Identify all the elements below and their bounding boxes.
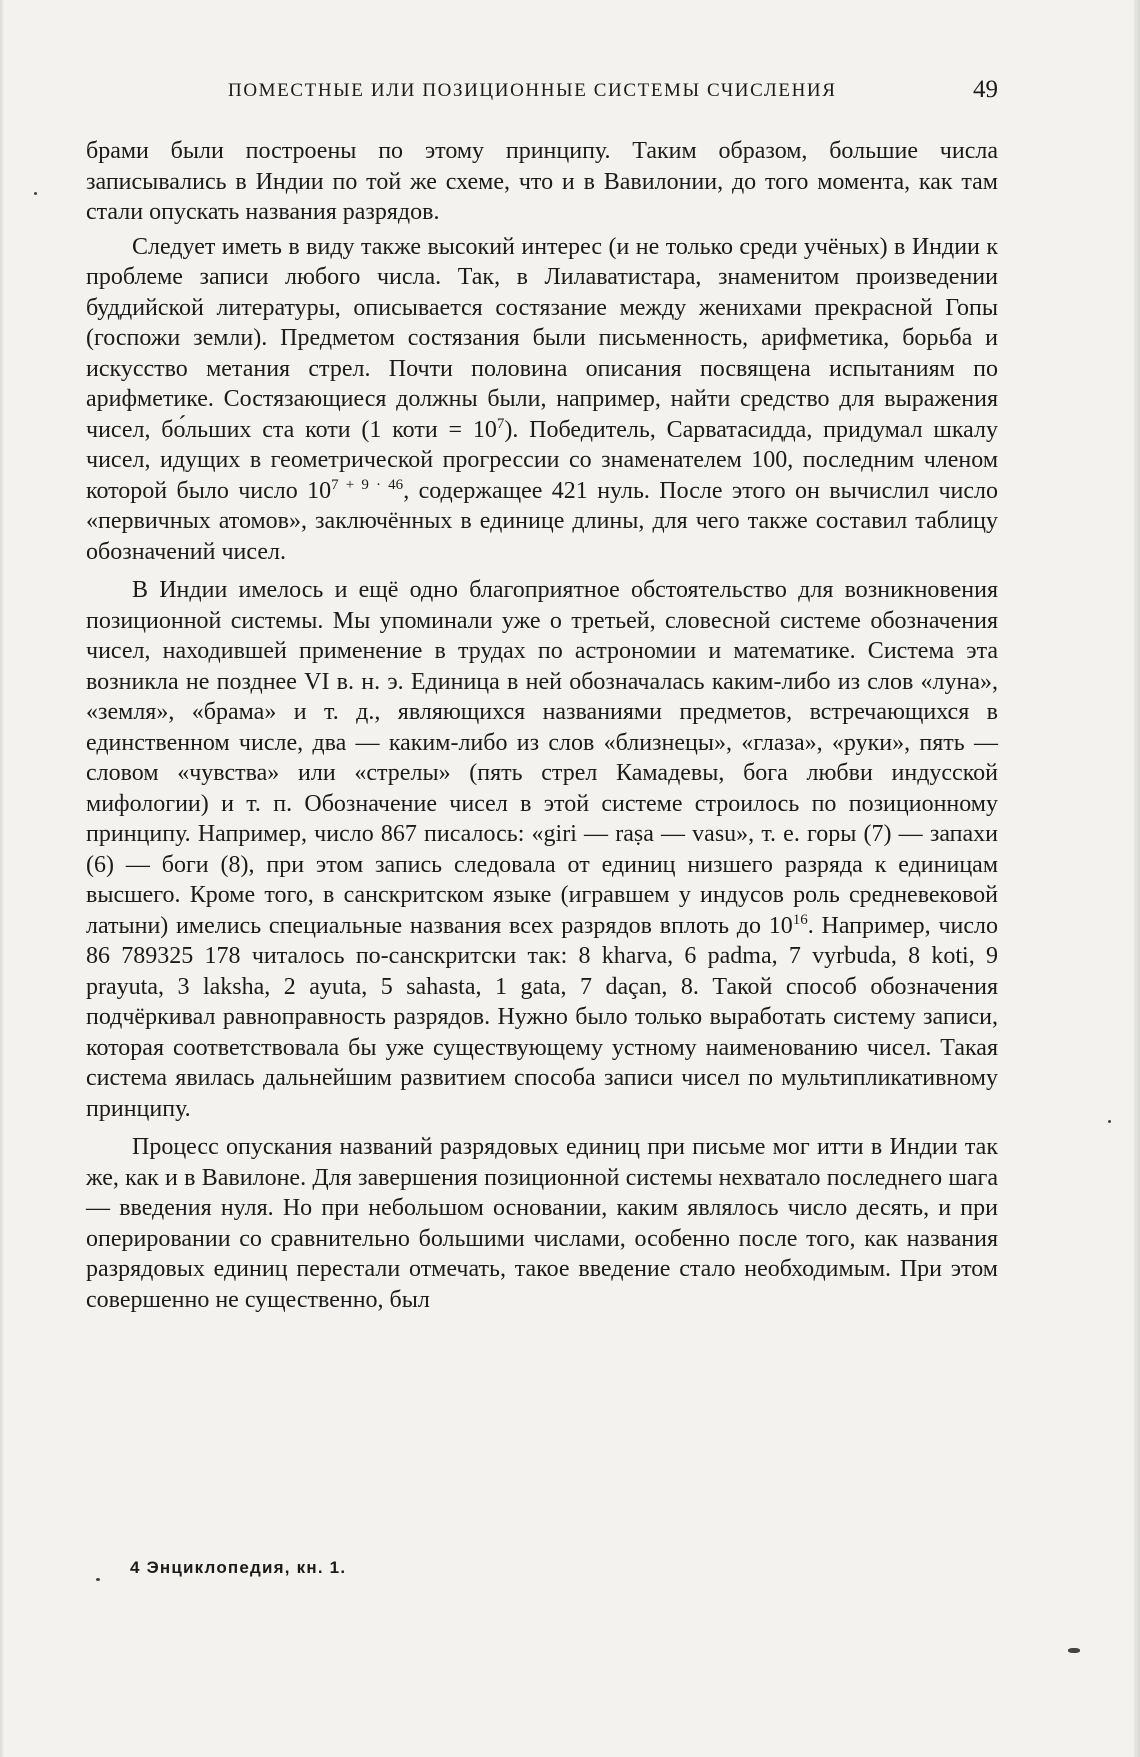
paragraph-text: ). Победитель, Сарватасидда, придумал шкалу чисел, идущих в геометрической прогрессии со знаменателем 100, последним членом которой было число 10 xyxy=(86,416,999,504)
paragraph-text: . Например, число 86 789325 178 читалось по-санскритски так: 8 kharva, 6 padma, 7 vyrbuda, 8 koti, 9 prayuta, 3 laksha, 2 ayuta, 5 sahasta, 1 gata, 7 daçan, 8. Такой способ обозначения подчёркивал равноправность разрядов. Нужно было только выработать систему записи, которая соответствовала бы уже существующему устному наименованию чисел. Такая система явилась дальнейшим развитием способа записи чисел по мультипликативному принципу. xyxy=(86,912,998,1122)
body-text xyxy=(86,136,998,1315)
scan-speck xyxy=(1108,1120,1111,1123)
page-number: 49 xyxy=(973,76,998,103)
page-edge-left xyxy=(0,0,4,1757)
superscript: 7 xyxy=(496,415,505,432)
page-edge-right xyxy=(1134,0,1140,1757)
paragraph-continuation: брами были построены по этому принципу. Таким образом, большие числа записывались в Индии по той же схеме, что и в Вавилонии, до того момента, как там стали опускать названия разрядов. xyxy=(86,138,998,225)
paragraph-text: Следует иметь в виду также высокий интерес (и не только среди учёных) в Индии к проблеме записи любого числа. Так, в Лилаватистара, знаменитом произведении буддийской литературы, описывается состязание между женихами прекрасной Гопы (госпожи земли). Предметом состязания были письменность, арифметика, борьба и искусство метания стрел. Почти половина описания посвящена испытаниям по арифметике. Состязающиеся должны были, например, найти средство для выражения чисел, бо́льших ста коти (1 коти = 10 xyxy=(86,233,998,443)
superscript: 16 xyxy=(792,911,808,928)
paragraph-text: В Индии имелось и ещё одно благоприятное обстоятельство для возникновения позиционной системы. Мы упоминали уже о третьей, словесной системе обозначения чисел, находившей применение в трудах по астрономии и математике. Система эта возникла не позднее VI в. н. э. Единица в ней обозначалась каким-либо из слов «луна», «земля», «брама» и т. д., являющихся названиями предметов, встречающихся в единственном числе, два — каким-либо из слов «близнецы», «глаза», «руки», пять — словом «чувства» или «стрелы» (пять стрел Камадевы, бога любви индусской мифологии) и т. п. Обозначение чисел в этой системе строилось по позиционному принципу. Например, число 867 писалось: «giri — raṣa — vasu», т. е. горы (7) — запахи (6) — боги (8), при этом запись следовала от единиц низшего разряда к единицам высшего. Кроме того, в санскритском языке (игравшем у индусов роль средневековой латыни) имелись специальные названия всех разрядов вплоть до 10 xyxy=(86,577,998,939)
scan-speck xyxy=(34,192,37,195)
scan-speck xyxy=(96,1578,100,1581)
scan-speck xyxy=(1068,1648,1080,1653)
running-head xyxy=(88,76,998,106)
superscript: 7 + 9 · 46 xyxy=(331,476,404,493)
signature-mark: 4 Энциклопедия, кн. 1. xyxy=(130,1558,347,1577)
paragraph-word-system xyxy=(86,575,998,1124)
running-title: ПОМЕСТНЫЕ ИЛИ ПОЗИЦИОННЫЕ СИСТЕМЫ СЧИСЛЕНИЯ xyxy=(228,80,837,101)
paragraph-lilavatistara xyxy=(86,232,998,568)
paragraph-text: , содержащее 421 нуль. После этого он вычислил число «первичных атомов», заключённых в единице длины, для чего также составил таблицу обозначений чисел. xyxy=(86,477,998,565)
paragraph-zero: Процесс опускания названий разрядовых единиц при письме мог итти в Индии так же, как и в Вавилоне. Для завершения позиционной системы нехватало последнего шага — введения нуля. Но при небольшом основании, каким являлось число десять, и при оперировании со сравнительно большими числами, особенно после того, как названия разрядовых единиц перестали отмечать, такое введение стало необходимым. При этом совершенно не существенно, был xyxy=(86,1134,998,1313)
